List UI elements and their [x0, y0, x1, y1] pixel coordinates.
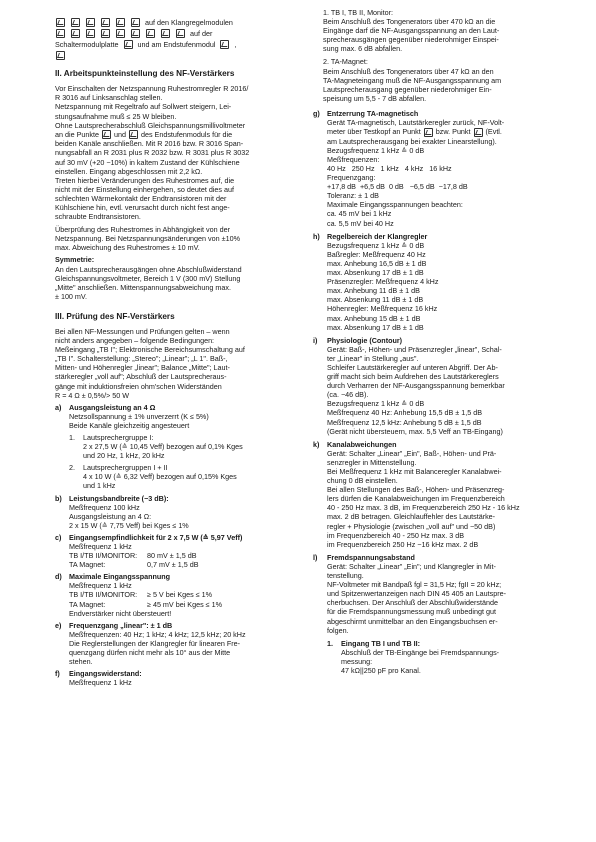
text-line: „TB I". Schalterstellung: „Stereo"; „Linear"; „L 1". Baß-,: [55, 354, 228, 364]
text-line: Netzsollspannung ± 1% unverzerrt (K ≤ 5%): [69, 411, 209, 421]
text-line: im Frequenzbereich 250 Hz −16 kHz max. 2 dB: [327, 539, 479, 549]
item-label: d): [55, 572, 62, 582]
text-line: Eingänge darf die NF-Ausgangsspannung an den Laut-: [323, 26, 500, 36]
test-point-icon: [102, 130, 111, 139]
test-point-icon: [116, 18, 125, 27]
subitem-label: 2.: [69, 463, 75, 473]
text-line: nungsabfall an R 2031 plus R 2032 bzw. R 3031 plus R 3032: [55, 148, 250, 158]
text-line: senzregler in Mittenstellung.: [327, 457, 417, 467]
text-line: Bezugsfrequenz 1 kHz ≙ 0 dB: [327, 399, 425, 409]
subitem-2: [69, 463, 293, 490]
text-line: Präsenzregler: Meßfrequenz 4 kHz: [327, 277, 439, 287]
text-line: Ohne Lautsprecherabschluß Gleichspannungsmillivoltmeter: [55, 120, 246, 130]
text-line: Bei allen NF-Messungen und Prüfungen gelten – wenn: [55, 326, 230, 336]
test-point-icon: [86, 29, 95, 38]
item-b: [55, 494, 293, 530]
text-line: R = 4 Ω ± 0,5%/> 50 W: [55, 390, 130, 400]
spec-value: ≥ 45 mV bei Kges ≤ 1%: [147, 599, 223, 609]
text-line: Meßeingang „TB I"; Elektronische Bereichsumschaltung auf: [55, 345, 245, 355]
text-line: 2. TA-Magnet:: [323, 57, 368, 67]
intro-text-3c: ,: [234, 40, 237, 50]
text-line: Mitten- und Höhenregler „linear"; Balance „Mitte"; Laut-: [55, 363, 230, 373]
section-2-body: [55, 84, 293, 301]
text-line: Bezugsfrequenz 1 kHz ≙ 0 dB: [327, 240, 425, 250]
text-line: 2 x 15 W (≙ 7,75 Veff) bei Kges ≤ 1%: [69, 520, 189, 530]
input-tb-block: [313, 8, 551, 103]
text-line: Meßfrequenz 1 kHz: [69, 581, 132, 591]
text-line: Frequenzgang:: [327, 173, 376, 183]
item-f: [55, 669, 293, 687]
text-line: Schleifer Lautstärkeregler auf unteren Abgriff. Der Ab-: [327, 362, 498, 372]
intro-line-2: [55, 29, 293, 38]
test-point-icon: [124, 40, 133, 49]
text-line: max. 2 dB betragen. Gleichlauffehler des Lautstärke-: [327, 512, 496, 522]
subitem-label: 1.: [327, 638, 333, 648]
text-line: einstellen. Eingang abgeschlossen mit 2,2 kΩ.: [55, 166, 203, 176]
text-line: Meßfrequenz 1 kHz: [69, 542, 132, 551]
spec-key: TA Magnet:: [69, 560, 106, 570]
item-a: [55, 403, 293, 491]
text-line: auf 30 mV (+20 −10%) in kaltem Zustand der Kühlschiene: [55, 157, 240, 167]
text-line: NF-Voltmeter mit Bandpaß fgl = 31,5 Hz; fgII = 20 kHz;: [327, 580, 502, 590]
item-e: [55, 621, 293, 666]
spec-row: [69, 560, 293, 569]
text-line: und 1 kHz: [83, 481, 116, 491]
text-line: max. Absenkung 17 dB ± 1 dB: [327, 322, 424, 332]
text-line: stungsaufnahme muß ≤ 25 W bleiben.: [55, 111, 177, 121]
text-line: tenstellung.: [327, 571, 364, 581]
spec-value: 0,7 mV ± 1,5 dB: [147, 560, 199, 570]
text-line: „Mitte" anschließen. Mittenspannungsabweichung max.: [55, 282, 231, 292]
text-line: Netzspannung. Bei Netzspannungsänderungen von ±10%: [55, 234, 240, 244]
text-line: Höhenregler: Meßfrequenz 16 kHz: [327, 304, 438, 314]
text-line: max. Abweichung des Ruhestromes ± 10 mV.: [55, 243, 200, 253]
section-3-title: III. Prüfung des NF-Verstärkers: [55, 311, 175, 321]
text-line: Meßfrequenz 40 Hz: Anhebung 15,5 dB ± 1,5 dB: [327, 408, 482, 418]
text-line: gänge mit induktionsfreien ohm'schen Widerständen: [55, 381, 222, 391]
text-part: an die Punkte: [55, 129, 99, 139]
text-part: des Endstufenmoduls für die: [140, 129, 233, 139]
item-label: b): [55, 493, 62, 503]
test-point-icon: [176, 29, 185, 38]
text-line: Gerät: Schalter „Linear" „Ein"; und Klangregler in Mit-: [327, 561, 496, 571]
item-title: Physiologie (Contour): [327, 335, 403, 345]
text-line: speisung um 5,5 - 7 dB abfallen.: [323, 93, 427, 103]
text-line: und 20 Hz, 1 kHz, 20 kHz: [83, 451, 165, 461]
text-line: Gerät TA-magnetisch, Lautstärkeregler zurück, NF-Volt-: [327, 118, 505, 128]
spec-value: ≥ 5 V bei Kges ≤ 1%: [147, 590, 213, 600]
text-line: Gerät: Baß-, Höhen- und Präsenzregler „linear", Schal-: [327, 344, 502, 354]
text-line: Lautsprechergruppen I + II: [83, 463, 168, 473]
item-title: Regelbereich der Klangregler: [327, 231, 428, 241]
item-d: [55, 572, 293, 617]
item-l: [313, 553, 551, 675]
text-line: ± 100 mV.: [55, 291, 88, 301]
test-point-icon: [56, 51, 65, 60]
test-point-icon: [161, 29, 170, 38]
item-title: Kanalabweichungen: [327, 439, 397, 449]
text-line: max. Anhebung 11 dB ± 1 dB: [327, 286, 420, 296]
test-point-icon: [116, 29, 125, 38]
text-line: am Lautsprecherausgang bei exakter Linearstellung).: [327, 136, 497, 146]
test-point-icon: [56, 29, 65, 38]
spec-key: TA Magnet:: [69, 599, 106, 609]
text-line: ca. 45 mV bei 1 kHz: [327, 209, 392, 219]
item-title: Entzerrung TA-magnetisch: [327, 108, 419, 118]
text-line: (Gerät nicht übersteuern, max. 5,5 Veff an TB-Eingang): [327, 426, 503, 436]
test-point-icon: [131, 29, 140, 38]
text-line: cherbuchsen. Der Anschluß der Abschlußwiderstände: [327, 598, 498, 608]
text-line: Treten hierbei Veränderungen des Ruhestromes auf, die: [55, 175, 235, 185]
text-line: max. Anhebung 15 dB ± 1 dB: [327, 313, 421, 323]
spec-row: [69, 590, 293, 599]
text-line: Meßfrequenz 1 kHz: [69, 678, 132, 688]
intro-line-3: [55, 40, 293, 49]
text-line: R 3016 auf Linksanschlag stellen.: [55, 93, 163, 103]
text-line: Maximale Eingangsspannungen beachten:: [327, 200, 463, 210]
text-line: durch Verharren der NF-Ausgangsspannung bemerkbar: [327, 381, 505, 391]
spec-value: 80 mV ± 1,5 dB: [147, 551, 197, 561]
text-line: folgen.: [327, 625, 349, 635]
intro-line-1: [55, 18, 293, 27]
text-line: chung 0 dB einstellen.: [327, 476, 398, 486]
text-line: +17,8 dB +6,5 dB 0 dB −6,5 dB −17,8 dB: [327, 182, 468, 192]
text-part: meter über Testkopf an Punkt: [327, 127, 421, 137]
text-line: messung:: [341, 656, 373, 666]
item-title: Fremdspannungsabstand: [327, 552, 415, 562]
text-line: abgeschirmt unmittelbar an den Eingangsbuchsen er-: [327, 616, 498, 626]
test-point-icon: [131, 18, 140, 27]
text-line: Die Reglerstellungen der Klangregler für linearen Fre-: [69, 638, 240, 648]
text-line: schlechten Wärmekontakt der Endtransistoren mit der: [55, 193, 227, 203]
text-line: max. Anhebung 16,5 dB ± 1 dB: [327, 258, 427, 268]
text-line: Meßfrequenzen:: [327, 154, 380, 164]
item-title: Ausgangsleistung an 4 Ω: [69, 402, 156, 412]
text-line: 2 x 27,5 W (≙ 10,45 Veff) bezogen auf 0,1% Kges: [83, 442, 243, 452]
test-point-icon: [71, 18, 80, 27]
test-point-icon: [56, 18, 65, 27]
text-line: Überprüfung des Ruhestromes in Abhängigkeit von der: [55, 225, 231, 235]
text-line: An den Lautsprecherausgängen ohne Abschlußwiderstand: [55, 264, 242, 274]
spec-key: TB I/TB II/MONITOR:: [69, 551, 138, 561]
test-point-icon: [101, 18, 110, 27]
item-title: Maximale Eingangsspannung: [69, 572, 171, 582]
item-k: [313, 440, 551, 549]
text-line: nicht anders angegeben – folgende Bedingungen:: [55, 336, 215, 346]
text-line: Abschluß der TB-Eingänge bei Fremdspannungs-: [341, 647, 500, 657]
spec-key: TB I/TB II/MONITOR:: [69, 590, 138, 600]
text-line: Gleichspannungsvoltmeter, Bereich 1 V (300 mV) Stellung: [55, 273, 241, 283]
intro-text-3b: und am Endstufenmodul: [137, 40, 216, 50]
intro-text-3a: Schaltermodulplatte: [55, 40, 119, 50]
text-line: 40 - 250 Hz max. 3 dB, im Frequenzbereich 250 Hz - 16 kHz: [327, 503, 520, 513]
text-line: Vor Einschalten der Netzspannung Ruhestromregler R 2016/: [55, 84, 249, 94]
text-line: Endverstärker nicht übersteuert!: [69, 608, 172, 618]
text-part: bzw. Punkt: [435, 127, 471, 137]
subitem-title: Eingang TB I und TB II:: [341, 638, 421, 648]
text-line: Beim Anschluß des Tongenerators über 47 kΩ an den: [323, 66, 494, 76]
test-point-icon: [220, 40, 229, 49]
text-line: 40 Hz 250 Hz 1 kHz 4 kHz 16 kHz: [327, 164, 452, 173]
text-line: Gerät: Schalter „Linear" „Ein", Baß-, Höhen- und Prä-: [327, 448, 497, 458]
section-2-title: II. Arbeitspunkteinstellung des NF-Verstärkers: [55, 69, 235, 79]
item-label: k): [313, 439, 320, 449]
text-line-symbols: [327, 127, 551, 137]
symmetry-heading: Symmetrie:: [55, 255, 95, 265]
text-line: Bei Meßfrequenz 1 kHz mit Balanceregler Kanalabwei-: [327, 467, 502, 476]
text-line: Meßfrequenz 100 kHz: [69, 502, 140, 512]
text-line: Netzspannung mit Regeltrafo auf Sollwert steigern, Lei-: [55, 102, 232, 112]
text-line: Meßfrequenz 12,5 kHz: Anhebung 5 dB ± 1,5 dB: [327, 417, 482, 427]
text-part: und: [113, 129, 126, 139]
text-line: Kühlschiene hin, evtl. verursacht durch nicht fest ange-: [55, 203, 230, 212]
item-label: f): [55, 669, 60, 679]
item-title: Leistungsbandbreite (−3 dB):: [69, 493, 169, 503]
item-label: c): [55, 532, 62, 542]
subitem-1: [69, 433, 293, 460]
text-line: sprecherausgängen gegenüber niederohmiger Einspei-: [323, 35, 499, 45]
text-line: ter „Linear" in Stellung „aus".: [327, 353, 419, 363]
left-column: [55, 18, 293, 687]
text-line: Beide Kanäle gleichzeitig angesteuert: [69, 420, 190, 430]
text-line: 47 kΩ||250 pF pro Kanal.: [341, 665, 421, 675]
test-point-icon: [71, 29, 80, 38]
text-line: 4 x 10 W (≙ 6,32 Veff) bezogen auf 0,15% Kges: [83, 472, 237, 482]
text-part: (Evtl.: [485, 127, 502, 137]
test-point-icon: [474, 128, 483, 137]
text-line: Baßregler: Meßfrequenz 40 Hz: [327, 249, 426, 259]
text-line: stärkeregler „voll auf"; Abschluß der Lautsprecheraus-: [55, 372, 227, 382]
text-line: max. Absenkung 11 dB ± 1 dB: [327, 295, 424, 305]
test-point-icon: [129, 130, 138, 139]
text-line: beiden Kanäle anschließen. Mit R 2016 bzw. R 3016 Span-: [55, 139, 244, 149]
text-line: Lautsprecherausgang gegenüber niederohmiger Ein-: [323, 84, 492, 94]
intro-text-2: auf der: [190, 29, 213, 39]
text-line: ca. 5,5 mV bei 40 Hz: [327, 218, 394, 228]
text-line: schraubte Endtransistoren.: [55, 212, 141, 222]
item-h: [313, 232, 551, 332]
item-label: h): [313, 231, 320, 241]
subitem-label: 1.: [69, 432, 75, 442]
item-label: a): [55, 402, 62, 412]
text-line: und Spitzenwertanzeigen nach DIN 45 405 an Lautspre-: [327, 589, 507, 599]
test-point-icon: [146, 29, 155, 38]
text-line: max. Absenkung 17 dB ± 1 dB: [327, 268, 424, 278]
spec-row: [69, 600, 293, 609]
test-point-icon: [86, 18, 95, 27]
item-label: e): [55, 620, 62, 630]
text-line: Toleranz: ± 1 dB: [327, 191, 379, 201]
text-line: Bei allen Stellungen des Baß-, Höhen- und Präsenzreg-: [327, 485, 505, 495]
text-line: für die Fremdspannungsmessung muß unbedingt gut: [327, 607, 497, 617]
section-3-body: [55, 327, 293, 687]
item-label: i): [313, 335, 318, 345]
item-label: l): [313, 552, 318, 562]
subitem-1: [327, 639, 551, 675]
text-line: im Frequenzbereich 40 - 250 Hz max. 3 dB: [327, 530, 465, 540]
text-line: regler + Physiologie (zwischen „voll auf" und −50 dB): [327, 521, 496, 531]
intro-text-1: auf den Klangregelmodulen: [145, 18, 233, 27]
text-line: stehen.: [69, 657, 93, 667]
item-g: [313, 109, 551, 228]
text-line: Lautsprechergruppe I:: [83, 432, 154, 442]
item-i: [313, 336, 551, 436]
text-line: Ausgangsleistung an 4 Ω:: [69, 511, 152, 521]
item-title: Frequenzgang „linear": ± 1 dB: [69, 620, 173, 630]
item-c: [55, 533, 293, 569]
text-line: Meßfrequenzen: 40 Hz; 1 kHz; 4 kHz; 12,5 kHz; 20 kHz: [69, 629, 246, 639]
item-title: Eingangswiderstand:: [69, 669, 142, 679]
text-line: lers dürfen die Kanalabweichungen im Frequenzbereich: [327, 494, 505, 504]
intro-line-4: [55, 51, 293, 60]
right-column: [313, 8, 551, 675]
text-line: TA-Magneteingang muß die NF-Ausgangsspannung am: [323, 75, 502, 85]
text-line: nicht mit der Einstellung einhergehen, so deutet dies auf: [55, 184, 235, 194]
text-line: 1. TB I, TB II, Monitor:: [323, 8, 394, 17]
text-line: (ca. −46 dB).: [327, 390, 369, 400]
text-line: quenzgang dürfen nicht mehr als 10° aus der Mitte: [69, 648, 231, 658]
text-line: Bezugsfrequenz 1 kHz ≙ 0 dB: [327, 145, 425, 155]
text-line: griff macht sich beim Aufdrehen des Lautstärkereglers: [327, 372, 499, 382]
test-point-icon: [101, 29, 110, 38]
spec-row: [69, 551, 293, 560]
item-label: g): [313, 108, 320, 118]
test-point-icon: [424, 128, 433, 137]
text-line-symbols: [55, 130, 293, 140]
item-title: Eingangsempfindlichkeit für 2 x 7,5 W (≙ 5,97 Veff): [69, 532, 243, 542]
text-line: Beim Anschluß des Tongenerators über 470 kΩ an die: [323, 17, 496, 27]
text-line: sung max. 6 dB abfallen.: [323, 44, 403, 54]
